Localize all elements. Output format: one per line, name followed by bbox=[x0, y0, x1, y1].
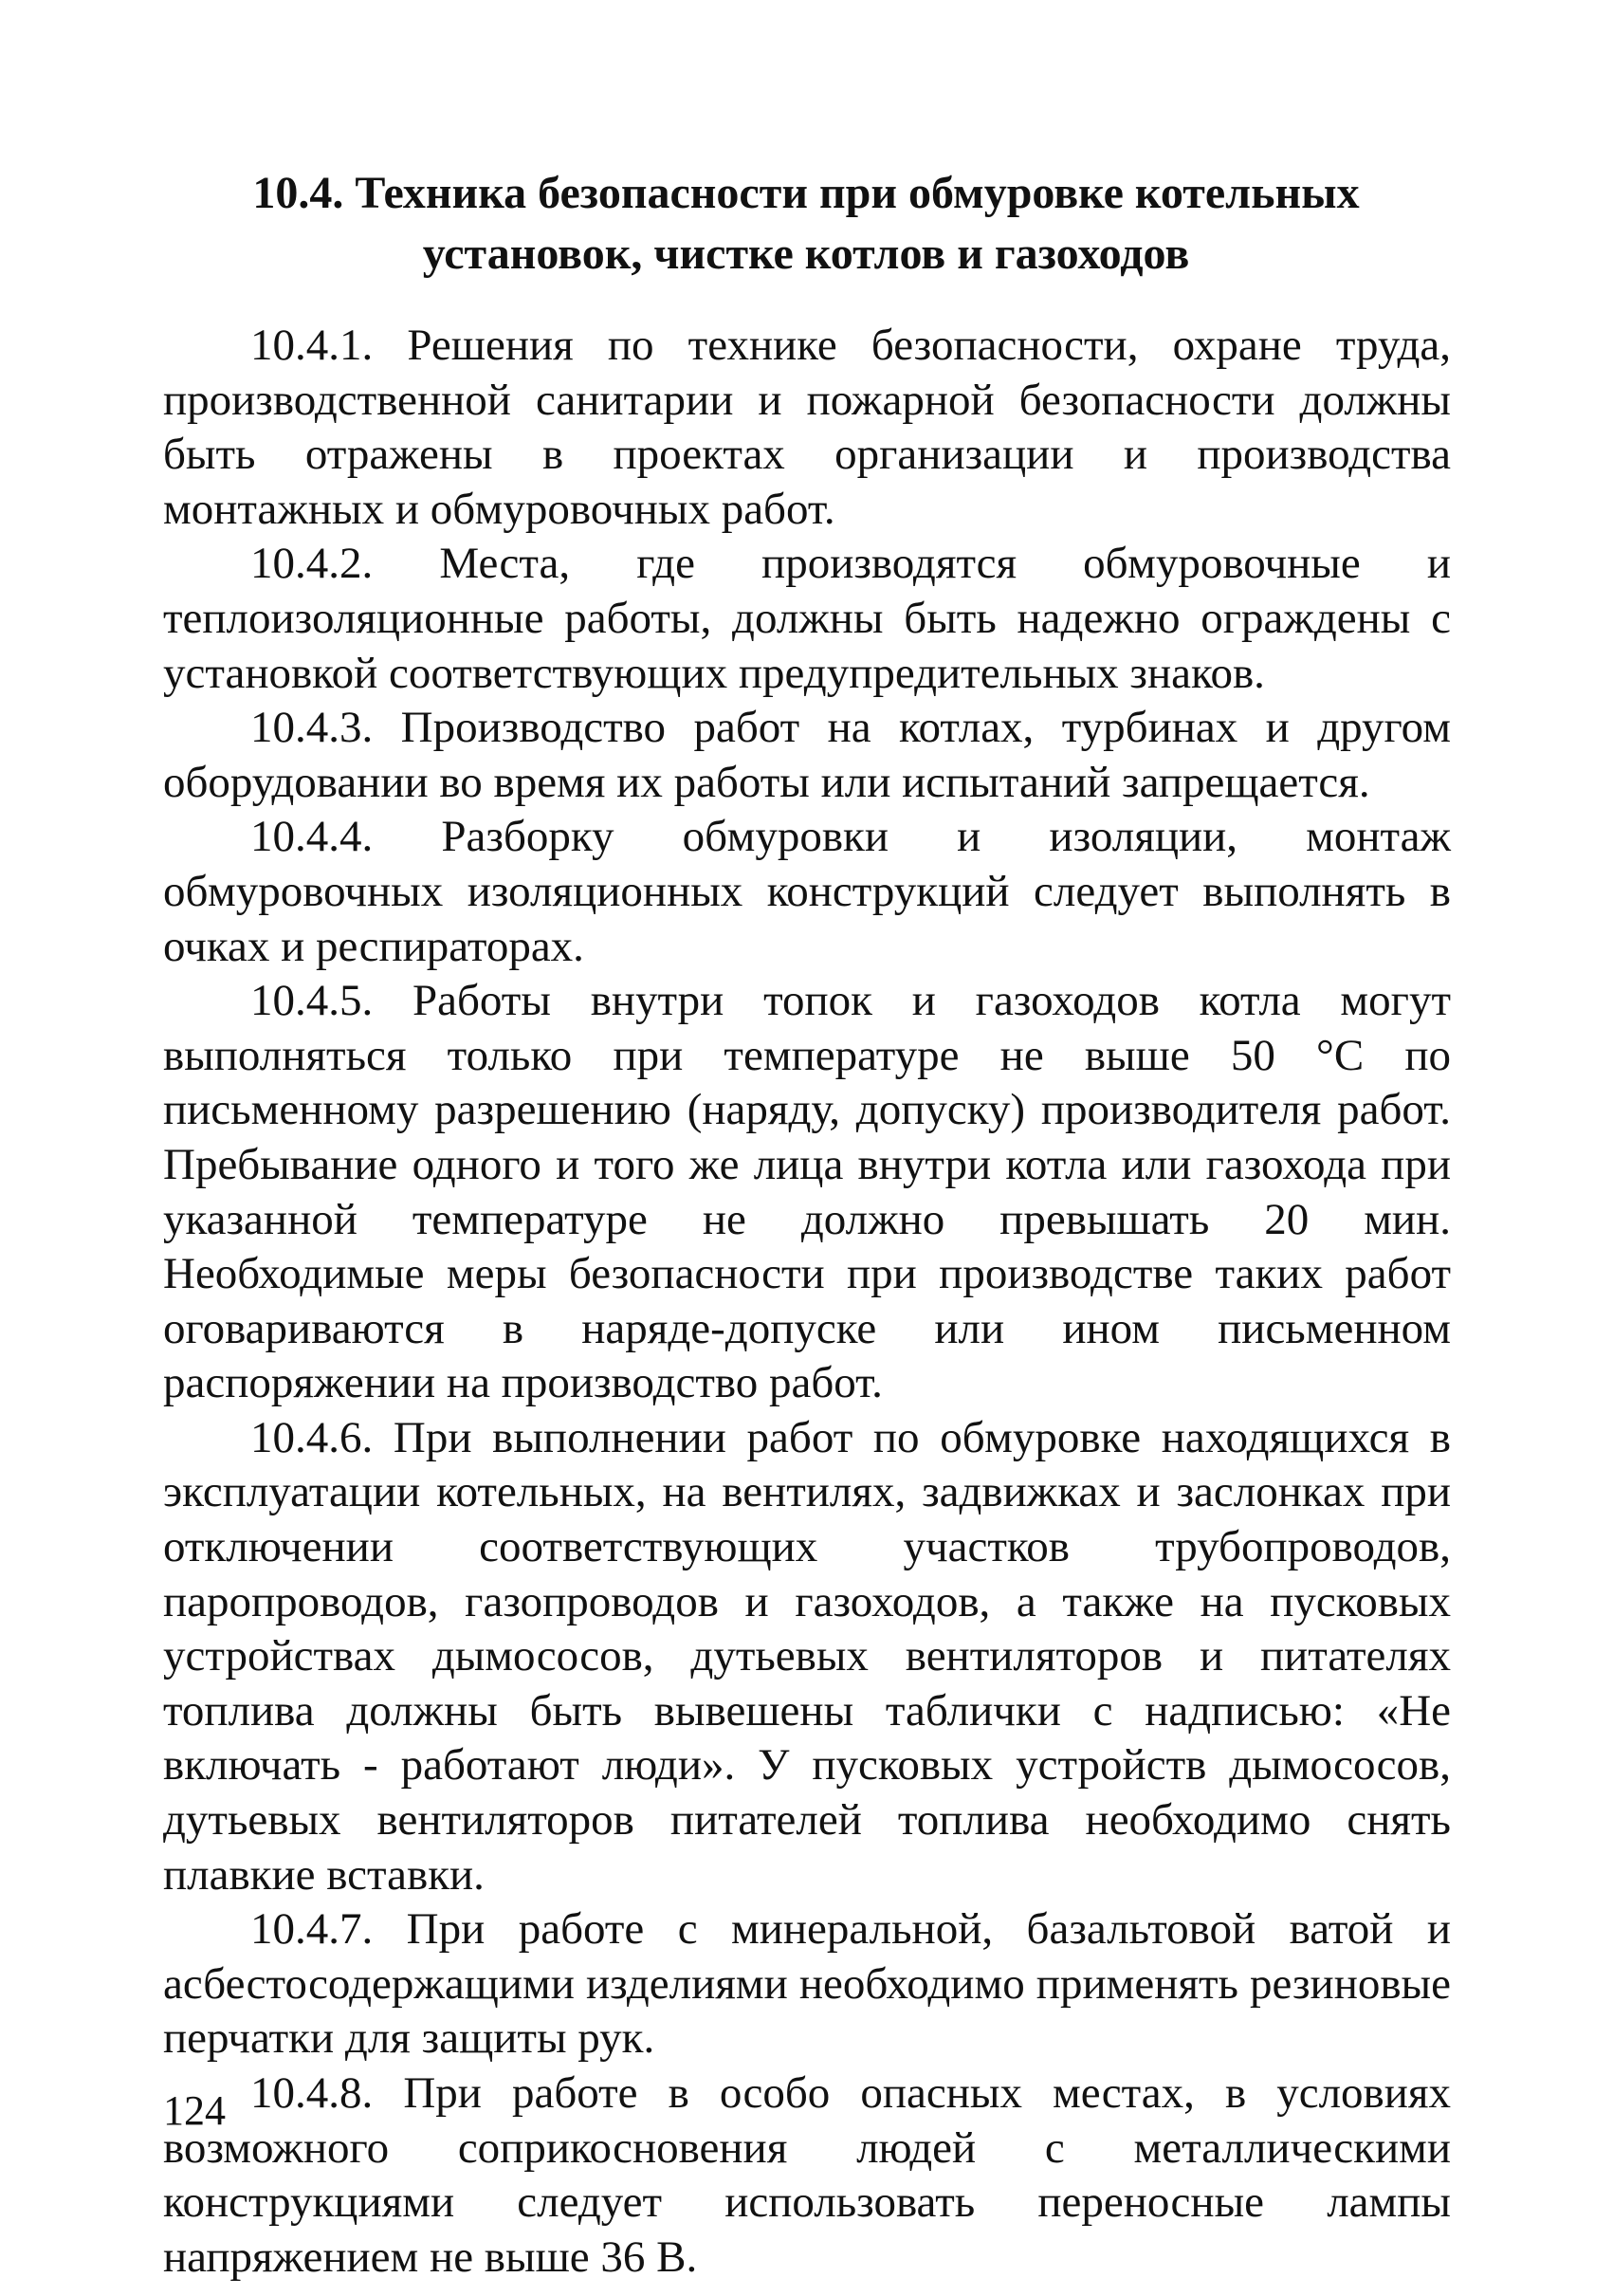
paragraph-10-4-3: 10.4.3. Производство работ на котлах, турбинах и другом оборудовании во время их работы или испытаний запрещается. bbox=[163, 703, 1451, 807]
section-title-line-1: 10.4. Техника безопасности при обмуровке котельных bbox=[252, 168, 1360, 218]
paragraph-10-4-7: 10.4.7. При работе с минеральной, базальтовой ватой и асбестосодержащими изделиями необходимо применять резиновые перчатки для защиты рук. bbox=[163, 1904, 1451, 2064]
section-title-line-2: установок, чистке котлов и газоходов bbox=[422, 229, 1190, 279]
paragraph-10-4-5: 10.4.5. Работы внутри топок и газоходов котла могут выполняться только при температуре не выше 50 °С по письменному разрешению (наряду, допуску) производителя работ. Пребывание одного и того же лица внутри котла или газохода при указанной температуре не должно превышать 20 мин. Необходимые меры безопасности при производстве таких работ оговариваются в наряде-допуске или ином письменном распоряжении на производство работ. bbox=[163, 976, 1451, 1408]
page-number: 124 bbox=[163, 2087, 226, 2134]
paragraph-10-4-2: 10.4.2. Места, где производятся обмуровочные и теплоизоляционные работы, должны быть надежно ограждены с установкой соответствующих предупредительных знаков. bbox=[163, 539, 1451, 698]
paragraph-10-4-8: 10.4.8. При работе в особо опасных местах, в условиях возможного соприкосновения людей с металлическими конструкциями следует использовать переносные лампы напряжением не выше 36 В. bbox=[163, 2068, 1451, 2282]
paragraph-10-4-6: 10.4.6. При выполнении работ по обмуровке находящихся в эксплуатации котельных, на вентилях, задвижках и заслонках при отключении соответствующих участков трубопроводов, паропроводов, газопроводов и газоходов, а также на пусковых устройствах дымососов, дутьевых вентиляторов и питателях топлива должны быть вывешены таблички с надписью: «Не включать - работают люди». У пусковых устройств дымососов, дутьевых вентиляторов питателей топлива необходимо снять плавкие вставки. bbox=[163, 1412, 1451, 1900]
paragraph-10-4-4: 10.4.4. Разборку обмуровки и изоляции, монтаж обмуровочных изоляционных конструкций следует выполнять в очках и респираторах. bbox=[163, 812, 1451, 971]
paragraph-10-4-1: 10.4.1. Решения по технике безопасности, охране труда, производственной санитарии и пожарной безопасности должны быть отражены в проектах организации и производства монтажных и обмуровочных работ. bbox=[163, 321, 1451, 534]
body-text bbox=[163, 319, 1451, 2285]
section-title bbox=[161, 163, 1451, 285]
